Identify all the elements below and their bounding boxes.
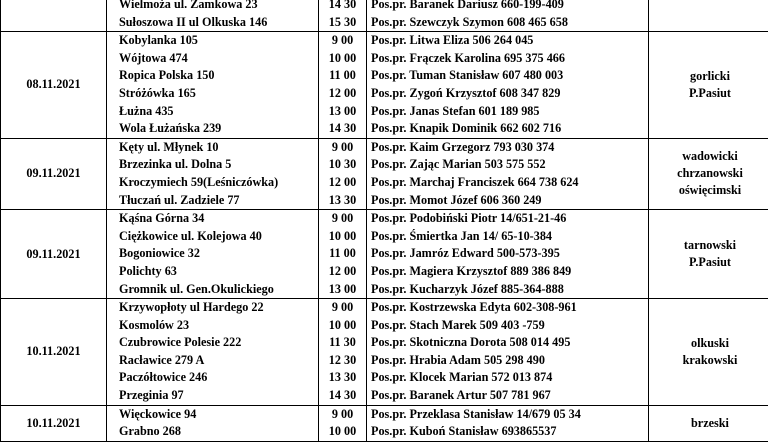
district-line: oświęcimski [649, 182, 768, 199]
time-cell [319, 405, 367, 441]
date-cell: 08.11.2021 [1, 32, 107, 139]
time-cell [319, 138, 367, 209]
person-line: Pos.pr. Marchaj Franciszek 664 738 624 [367, 174, 648, 192]
person-line: Pos.pr. Momot Józef 606 360 249 [367, 192, 648, 210]
person-line: Pos.pr. Kostrzewska Edyta 602-308-961 [367, 299, 648, 317]
time-line: 12 00 [319, 85, 366, 103]
location-line: Krzywopłoty ul Hardego 22 [107, 299, 318, 317]
table-row [1, 405, 768, 441]
location-line: Bogoniowice 32 [107, 245, 318, 263]
person-line: Pos.pr. Śmiertka Jan 14/ 65-10-384 [367, 228, 648, 246]
person-line: Pos.pr. Frączek Karolina 695 375 466 [367, 50, 648, 68]
person-line: Pos.pr. Jamróz Edward 500-573-395 [367, 245, 648, 263]
time-line: 9 00 [319, 299, 366, 317]
person-line: Pos.pr. Hrabia Adam 505 298 490 [367, 352, 648, 370]
time-line: 10 00 [319, 317, 366, 335]
person-line: Pos.pr. Skotniczna Dorota 508 014 495 [367, 334, 648, 352]
person-line: Pos.pr. Baranek Artur 507 781 967 [367, 387, 648, 405]
time-line: 10 00 [319, 50, 366, 68]
district-line: olkuski [649, 335, 768, 352]
district-line: wadowicki [649, 148, 768, 165]
district-cell [649, 299, 768, 406]
district-line: chrzanowski [649, 165, 768, 182]
table-row [1, 32, 768, 139]
location-line: Brzezinka ul. Dolna 5 [107, 156, 318, 174]
district-line: gorlicki [649, 68, 768, 85]
person-cell [367, 138, 649, 209]
person-line: Pos.pr. Podobiński Piotr 14/651-21-46 [367, 210, 648, 228]
time-cell [319, 0, 367, 32]
time-line: 9 00 [319, 32, 366, 50]
location-line: Kęty ul. Młynek 10 [107, 139, 318, 157]
person-line: Pos.pr. Janas Stefan 601 189 985 [367, 103, 648, 121]
person-line: Pos.pr. Baranek Dariusz 660-199-409 [367, 0, 648, 14]
location-cell [107, 138, 319, 209]
time-line: 11 00 [319, 245, 366, 263]
person-cell [367, 210, 649, 299]
date-cell: 10.11.2021 [1, 299, 107, 406]
person-line: Pos.pr. Zając Marian 503 575 552 [367, 156, 648, 174]
location-line: Tłuczań ul. Zadziele 77 [107, 192, 318, 210]
district-line: krakowski [649, 352, 768, 369]
person-line: Pos.pr. Klocek Marian 572 013 874 [367, 369, 648, 387]
person-line: Pos.pr. Stach Marek 509 403 -759 [367, 317, 648, 335]
time-cell [319, 299, 367, 406]
time-line: 14 30 [319, 120, 366, 138]
schedule-body [1, 0, 768, 441]
time-line: 13 00 [319, 103, 366, 121]
time-line: 9 00 [319, 210, 366, 228]
location-line: Ropica Polska 150 [107, 67, 318, 85]
district-cell [649, 138, 768, 209]
location-line: Kosmolów 23 [107, 317, 318, 335]
date-cell: 09.11.2021 [1, 210, 107, 299]
table-row [1, 138, 768, 209]
time-line: 10 00 [319, 228, 366, 246]
person-line: Pos.pr. Zygoń Krzysztof 608 347 829 [367, 85, 648, 103]
time-line: 12 00 [319, 263, 366, 281]
person-line: Pos.pr. Magiera Krzysztof 889 386 849 [367, 263, 648, 281]
location-line: Grabno 268 [107, 423, 318, 441]
district-line: brzeski [649, 415, 768, 432]
time-line: 12 00 [319, 174, 366, 192]
location-line: Przeginia 97 [107, 387, 318, 405]
person-cell [367, 405, 649, 441]
location-line: Kobylanka 105 [107, 32, 318, 50]
location-cell [107, 0, 319, 32]
location-cell [107, 299, 319, 406]
person-cell [367, 0, 649, 32]
table-row [1, 299, 768, 406]
person-cell [367, 299, 649, 406]
district-cell [649, 405, 768, 441]
district-cell [649, 0, 768, 32]
location-line: Łużna 435 [107, 103, 318, 121]
location-line: Racławice 279 A [107, 352, 318, 370]
district-cell [649, 32, 768, 139]
person-line: Pos.pr. Kuboń Stanisław 693865537 [367, 423, 648, 441]
district-line: P.Pasiut [649, 85, 768, 102]
time-line: 13 00 [319, 281, 366, 299]
table-row [1, 210, 768, 299]
district-line: P.Pasiut [649, 254, 768, 271]
location-line: Sułoszowa II ul Olkuska 146 [107, 14, 318, 32]
person-cell [367, 32, 649, 139]
time-line: 13 30 [319, 369, 366, 387]
time-cell [319, 32, 367, 139]
time-line: 9 00 [319, 406, 366, 424]
location-line: Kroczymiech 59(Leśniczówka) [107, 174, 318, 192]
location-line: Czubrowice Polesie 222 [107, 334, 318, 352]
location-line: Polichty 63 [107, 263, 318, 281]
person-line: Pos.pr. Tuman Stanisław 607 480 003 [367, 67, 648, 85]
person-line: Pos.pr. Szewczyk Szymon 608 465 658 [367, 14, 648, 32]
location-line: Gromnik ul. Gen.Okulickiego [107, 281, 318, 299]
person-line: Pos.pr. Litwa Eliza 506 264 045 [367, 32, 648, 50]
location-line: Wola Łużańska 239 [107, 120, 318, 138]
time-line: 11 30 [319, 334, 366, 352]
person-line: Pos.pr. Kucharzyk Józef 885-364-888 [367, 281, 648, 299]
district-line: tarnowski [649, 237, 768, 254]
district-cell [649, 210, 768, 299]
time-cell [319, 210, 367, 299]
date-cell [1, 0, 107, 32]
location-cell [107, 32, 319, 139]
date-cell: 10.11.2021 [1, 405, 107, 441]
location-line: Stróżówka 165 [107, 85, 318, 103]
time-line: 10 00 [319, 423, 366, 441]
table-row [1, 0, 768, 32]
location-line: Ciężkowice ul. Kolejowa 40 [107, 228, 318, 246]
time-line: 12 30 [319, 352, 366, 370]
location-line: Kąśna Górna 34 [107, 210, 318, 228]
person-line: Pos.pr. Przeklasa Stanisław 14/679 05 34 [367, 406, 648, 424]
location-line: Paczółtowice 246 [107, 369, 318, 387]
time-line: 13 30 [319, 192, 366, 210]
time-line: 14 30 [319, 387, 366, 405]
person-line: Pos.pr. Knapik Dominik 662 602 716 [367, 120, 648, 138]
location-line: Wójtowa 474 [107, 50, 318, 68]
time-line: 15 30 [319, 14, 366, 32]
time-line: 10 30 [319, 156, 366, 174]
date-cell: 09.11.2021 [1, 138, 107, 209]
time-line: 11 00 [319, 67, 366, 85]
location-line: Wielmoża ul. Zamkowa 23 [107, 0, 318, 14]
person-line: Pos.pr. Kaim Grzegorz 793 030 374 [367, 139, 648, 157]
location-cell [107, 210, 319, 299]
location-cell [107, 405, 319, 441]
location-line: Więckowice 94 [107, 406, 318, 424]
time-line: 14 30 [319, 0, 366, 14]
time-line: 9 00 [319, 139, 366, 157]
